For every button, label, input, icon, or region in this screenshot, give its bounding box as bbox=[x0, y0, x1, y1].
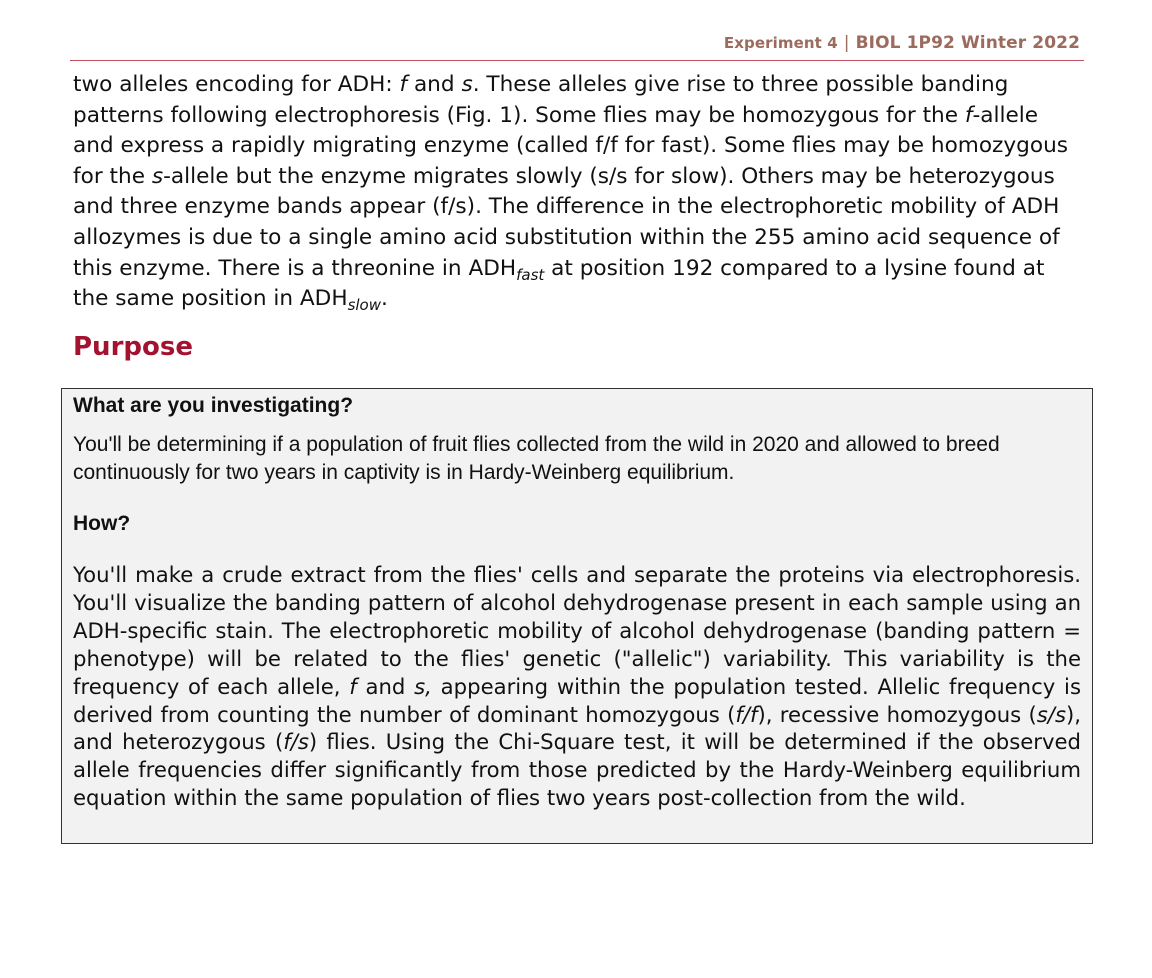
genotype-ff: f/f bbox=[735, 701, 758, 727]
allele-f: f bbox=[964, 102, 973, 128]
course-label: BIOL 1P92 Winter 2022 bbox=[855, 33, 1080, 53]
answer-what: You'll be determining if a population of fruit flies collected from the wild in 2020 and allowed to breed continuously for two years in captivity is in Hardy-Weinberg equilibrium. bbox=[73, 433, 1000, 484]
intro-paragraph bbox=[73, 70, 1083, 315]
subscript-slow: slow bbox=[347, 296, 381, 315]
question-what: What are you investigating? bbox=[73, 394, 354, 417]
allele-s: s, bbox=[414, 673, 432, 699]
subscript-fast: fast bbox=[516, 265, 545, 284]
answer-text: appearing within the population tested. Allelic frequency is derived from counting the number of dominant homozygous ( bbox=[73, 673, 1081, 727]
answer-text: and bbox=[356, 673, 415, 699]
purpose-heading: Purpose bbox=[73, 332, 193, 362]
allele-s: s bbox=[461, 72, 473, 97]
intro-text: -allele but the enzyme migrates slowly (s/s for slow). Others may be heterozygous and three enzyme bands appear (f/s). The difference in the electrophoretic mobility of ADH allozymes is due to a single amino acid substitution within the 255 amino acid sequence of this enzyme. There is a threonine in ADH bbox=[73, 163, 1060, 281]
page-header bbox=[70, 33, 1084, 61]
intro-text: . bbox=[381, 286, 388, 312]
allele-f: f bbox=[399, 72, 408, 97]
answer-text: ), recessive homozygous ( bbox=[757, 701, 1037, 727]
intro-text: at position 192 compared to a lysine found at the same position in ADH bbox=[73, 255, 1045, 312]
intro-text: -allele and express a rapidly migrating enzyme (called f/f for fast). Some flies may be homozygous for the bbox=[73, 102, 1069, 189]
answer-text: ) flies. Using the Chi-Square test, it will be determined if the observed allele frequencies differ significantly from those predicted by the Hardy-Weinberg equilibrium equation within the same population of flies two years post-collection from the wild. bbox=[73, 729, 1081, 811]
allele-s: s bbox=[151, 163, 164, 189]
purpose-box bbox=[61, 388, 1093, 844]
experiment-label: Experiment 4 bbox=[723, 34, 838, 52]
intro-text: two alleles encoding for ADH: bbox=[73, 72, 400, 97]
intro-text: and bbox=[407, 72, 462, 97]
answer-text: You'll make a crude extract from the flies' cells and separate the proteins via electrophoresis. You'll visualize the banding pattern of alcohol dehydrogenase present in each sample using an ADH-specific stain. The electrophoretic mobility of alcohol dehydrogenase (banding pattern = phenotype) will be related to the flies' genetic ("allelic") variability. This variability is the frequency of each allele, bbox=[73, 562, 1081, 699]
genotype-fs: f/s bbox=[283, 729, 309, 755]
allele-f: f bbox=[349, 673, 357, 699]
genotype-ss: s/s bbox=[1036, 701, 1066, 727]
answer-text: ), and heterozygous ( bbox=[73, 701, 1081, 755]
answer-how bbox=[73, 561, 1081, 812]
header-separator: | bbox=[843, 33, 850, 53]
intro-text: . These alleles give rise to three possible banding patterns following electrophoresis (Fig. 1). Some flies may be homozygous for the bbox=[73, 72, 1009, 128]
question-how: How? bbox=[73, 512, 131, 535]
